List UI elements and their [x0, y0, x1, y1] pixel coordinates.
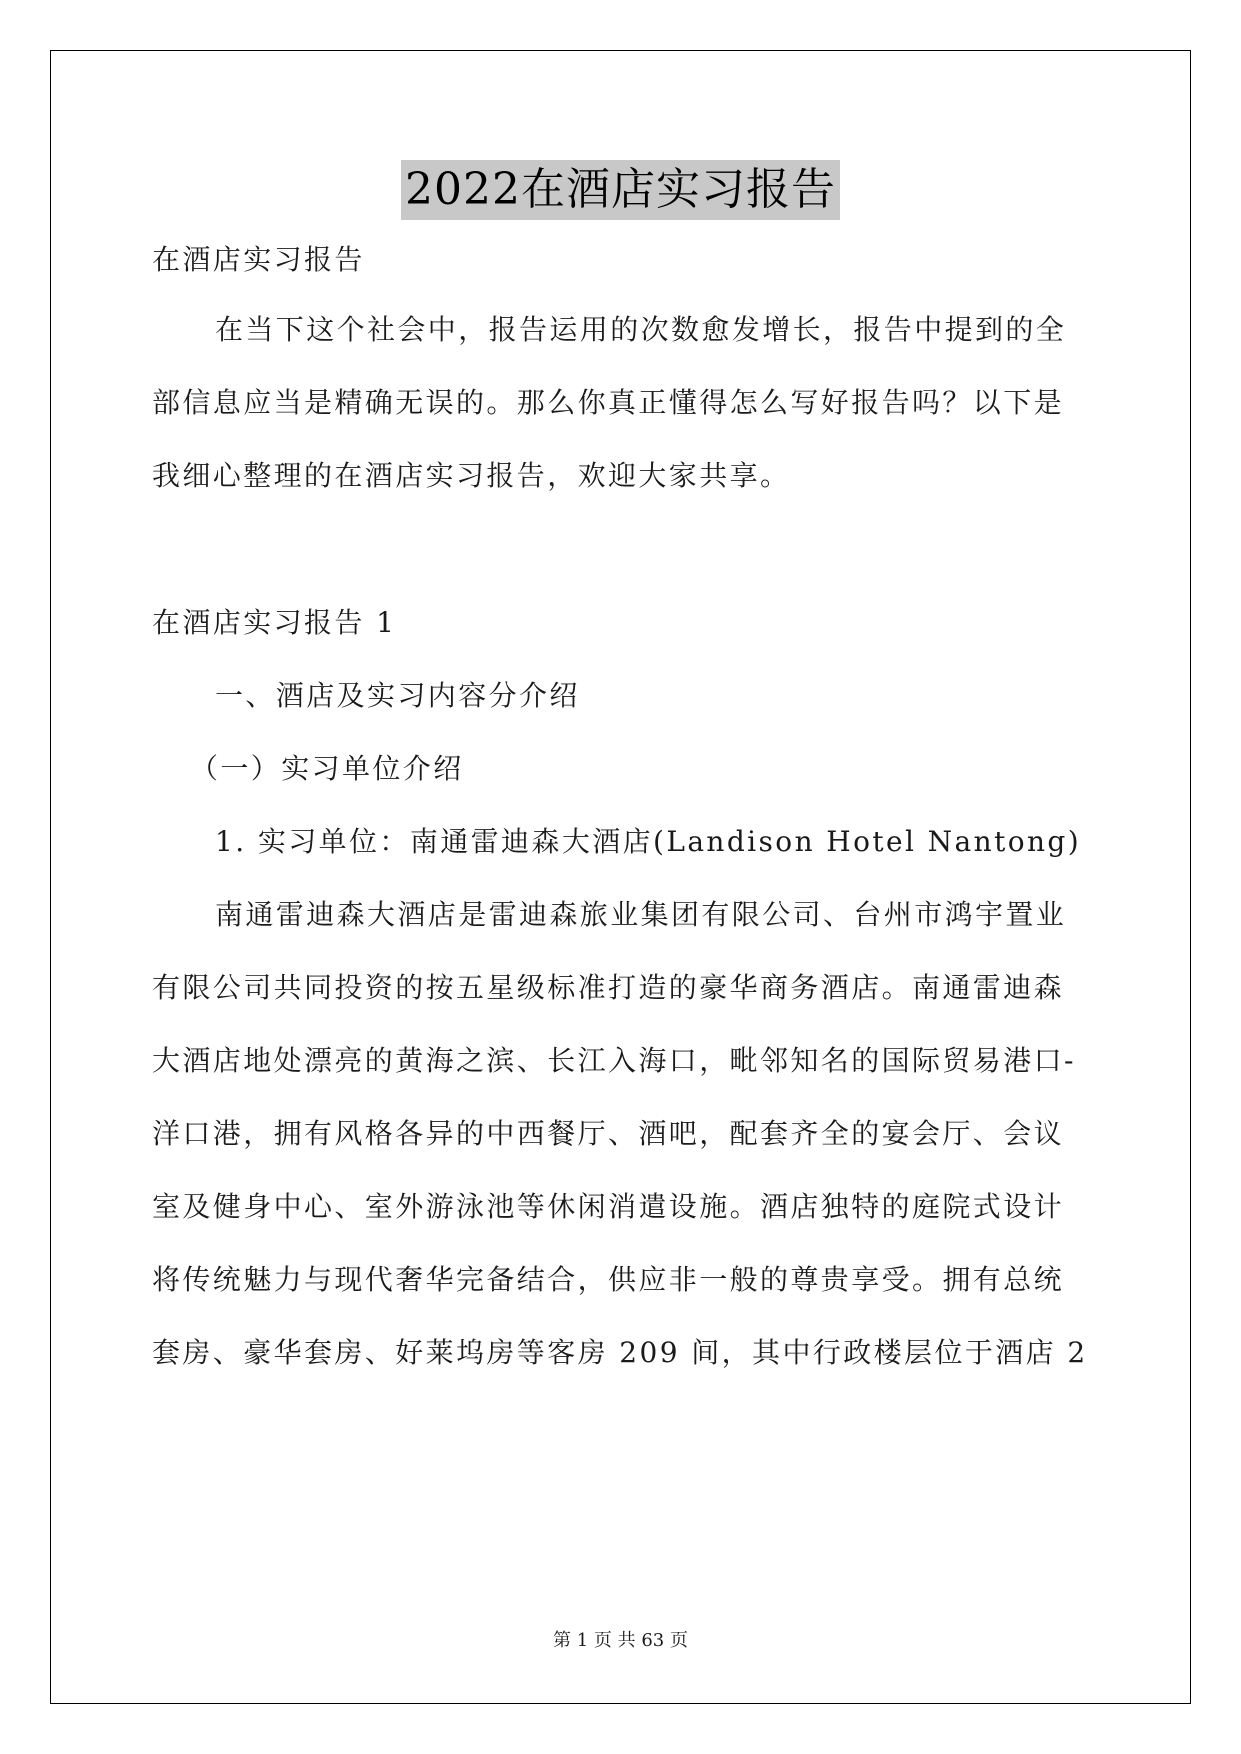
title-container — [0, 160, 1241, 220]
intro-line-2: 部信息应当是精确无误的。那么你真正懂得怎么写好报告吗？以下是 — [152, 386, 1065, 419]
body-line-6: 将传统魅力与现代奢华完备结合，供应非一般的尊贵享受。拥有总统 — [152, 1263, 1065, 1296]
body-line-2: 有限公司共同投资的按五星级标准打造的豪华商务酒店。南通雷迪森 — [152, 971, 1065, 1004]
section-heading: 在酒店实习报告 1 — [152, 606, 397, 639]
subsection-heading: 一、酒店及实习内容分介绍 — [215, 679, 580, 712]
body-line-4: 洋口港，拥有风格各异的中西餐厅、酒吧，配套齐全的宴会厅、会议 — [152, 1117, 1065, 1150]
subtitle-line: 在酒店实习报告 — [152, 243, 365, 276]
subsubsection-heading: （一）实习单位介绍 — [190, 752, 464, 785]
page-footer: 第 1 页 共 63 页 — [553, 1630, 688, 1651]
intro-line-3: 我细心整理的在酒店实习报告，欢迎大家共享。 — [152, 459, 791, 492]
page-border — [50, 50, 1191, 1704]
intro-line-1: 在当下这个社会中，报告运用的次数愈发增长，报告中提到的全 — [215, 313, 1067, 346]
document-title: 2022在酒店实习报告 — [401, 160, 840, 220]
body-line-5: 室及健身中心、室外游泳池等休闲消遣设施。酒店独特的庭院式设计 — [152, 1190, 1065, 1223]
body-line-3: 大酒店地处漂亮的黄海之滨、长江入海口，毗邻知名的国际贸易港口- — [152, 1044, 1076, 1077]
unit-line: 1. 实习单位：南通雷迪森大酒店(Landison Hotel Nantong) — [215, 825, 1082, 858]
body-line-7: 套房、豪华套房、好莱坞房等客房 209 间，其中行政楼层位于酒店 2 — [152, 1336, 1088, 1369]
body-line-1: 南通雷迪森大酒店是雷迪森旅业集团有限公司、台州市鸿宇置业 — [215, 898, 1067, 931]
